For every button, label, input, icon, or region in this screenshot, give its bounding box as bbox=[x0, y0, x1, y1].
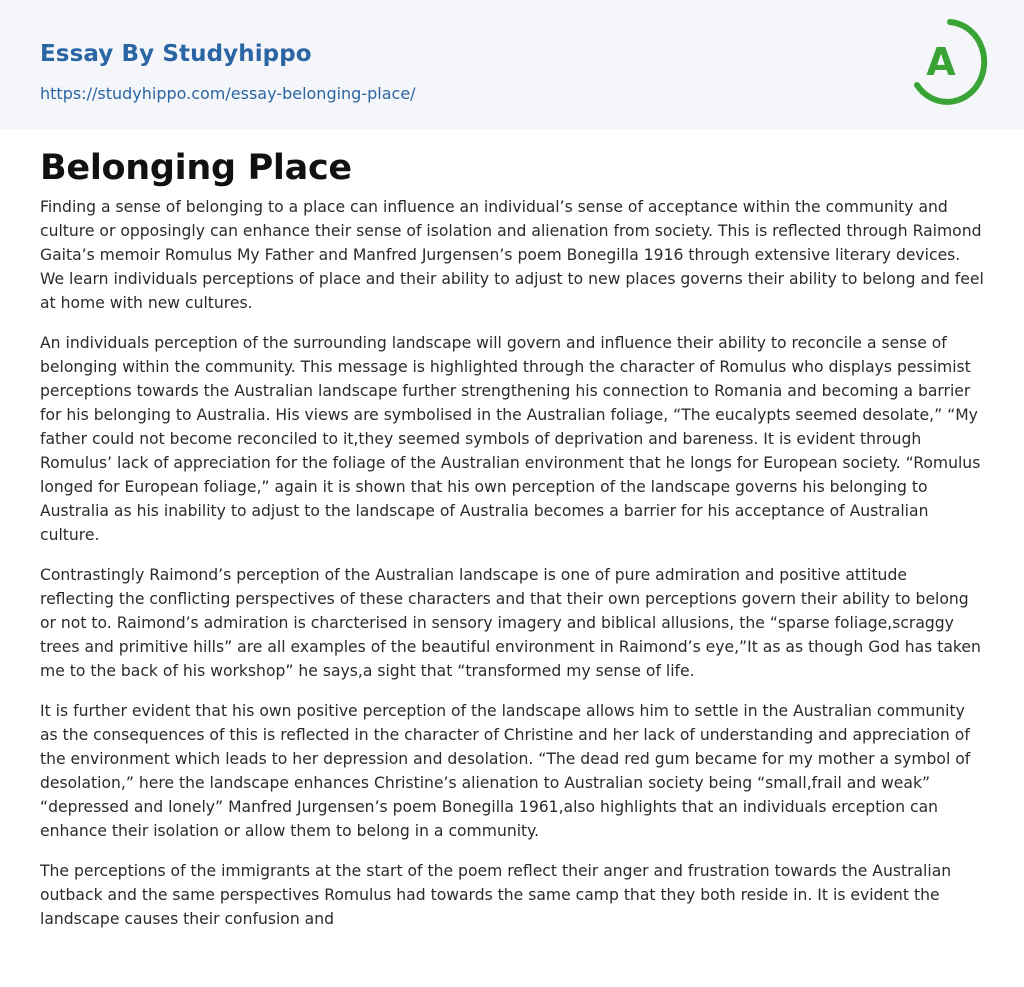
site-header bbox=[0, 0, 1024, 129]
studyhippo-logo-icon[interactable] bbox=[912, 19, 988, 105]
site-brand[interactable]: Essay By Studyhippo bbox=[40, 41, 312, 67]
essay-paragraph-4: It is further evident that his own positive perception of the landscape allows him to settle in the Australian community as the consequences of this is reflected in the character of Christine and her lack of understanding and appreciation of the environment which leads to her depression and desolation. “The dead red gum became for my mother a symbol of desolation,” here the landscape enhances Christine’s alienation to Australian society being “small,frail and weak” “depressed and lonely” Manfred Jurgensen’s poem Bonegilla 1961,also highlights that an individuals erception can enhance their isolation or allow them to belong in a community. bbox=[40, 702, 971, 840]
essay-paragraph-5: The perceptions of the immigrants at the start of the poem reflect their anger and frustration towards the Australian outback and the same perspectives Romulus had towards the same camp that they both reside in. It is evident the landscape causes their confusion and bbox=[40, 862, 952, 928]
essay-paragraph-2: An individuals perception of the surrounding landscape will govern and influence their ability to reconcile a sense of belonging within the community. This message is highlighted through the character of Romulus who displays pessimist perceptions towards the Australian landscape further strengthening his connection to Romania and becoming a barrier for his belonging to Australia. His views are symbolised in the Australian foliage, “The eucalypts seemed desolate,” “My father could not become reconciled to it,they seemed symbols of deprivation and bareness. It is evident through Romulus’ lack of appreciation for the foliage of the Australian environment that he longs for European society. “Romulus longed for European foliage,” again it is shown that his own perception of the landscape governs his belonging to Australia as his inability to adjust to the landscape of Australia becomes a barrier for his acceptance of Australian culture. bbox=[40, 334, 981, 544]
essay-paragraph-3: Contrastingly Raimond’s perception of the Australian landscape is one of pure admiration and positive attitude reflecting the conflicting perspectives of these characters and that their own perceptions govern their ability to belong or not to. Raimond’s admiration is charcterised in sensory imagery and biblical allusions, the “sparse foliage,scraggy trees and primitive hills” are all examples of the beautiful environment in Raimond’s eye,”It as as though God has taken me to the back of his workshop” he says,a sight that “transformed my sense of life. bbox=[40, 566, 981, 680]
essay-url-link[interactable]: https://studyhippo.com/essay-belonging-place/ bbox=[40, 84, 416, 103]
essay-paragraph-1: Finding a sense of belonging to a place can influence an individual’s sense of acceptance within the community and culture or opposingly can enhance their sense of isolation and alienation from society. This is reflected through Raimond Gaita’s memoir Romulus My Father and Manfred Jurgensen’s poem Bonegilla 1916 through extensive literary devices. We learn individuals perceptions of place and their ability to adjust to new places governs their ability to belong and feel at home with new cultures. bbox=[40, 198, 984, 312]
essay-content bbox=[0, 129, 1024, 931]
essay-title: Belonging Place bbox=[40, 148, 352, 188]
logo-letter: A bbox=[926, 40, 956, 84]
